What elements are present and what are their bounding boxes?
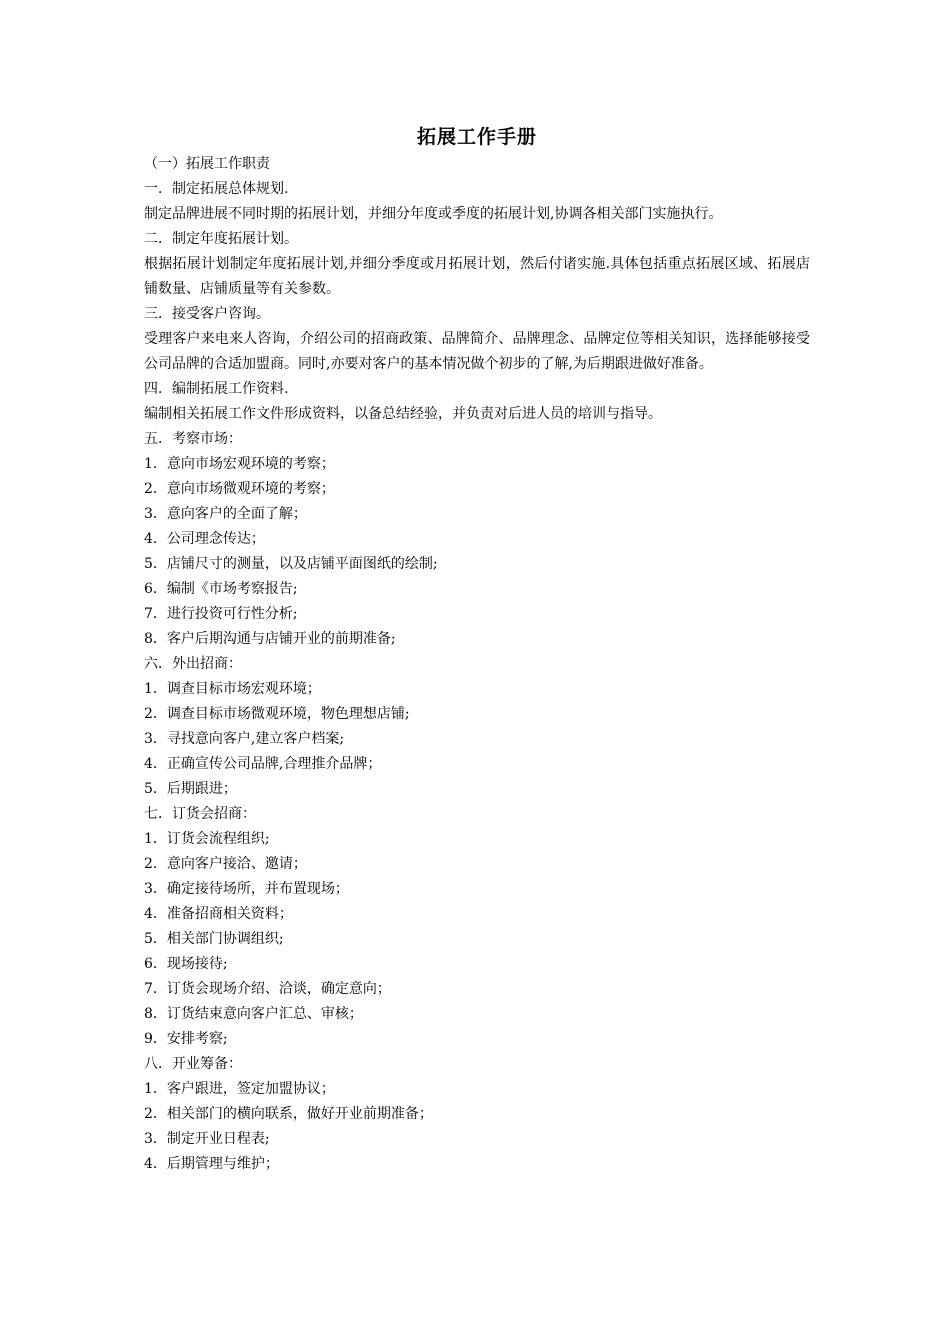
section-paragraph: 受理客户来电来人咨询，介绍公司的招商政策、品牌简介、品牌理念、品牌定位等相关知识，选择能够接受公司品牌的合适加盟商。同时,亦要对客户的基本情况做个初步的了解,为后期跟进做好准备。	[144, 331, 810, 372]
document-title: 拓展工作手册	[416, 126, 537, 148]
list-item: 6．编制《市场考察报告;	[144, 581, 298, 597]
section-heading: 六．外出招商：	[144, 656, 242, 672]
list-item: 3．确定接待场所，并布置现场；	[144, 881, 349, 897]
section-paragraph: 制定品牌进展不同时期的拓展计划，并细分年度或季度的拓展计划,协调各相关部门实施执行。	[144, 206, 723, 222]
list-item: 9．安排考察;	[144, 1031, 228, 1047]
section-7	[144, 802, 810, 1052]
list-item: 2．调查目标市场微观环境，物色理想店铺;	[144, 706, 410, 722]
section-heading: 五．考察市场：	[144, 431, 242, 447]
list-item: 4．正确宣传公司品牌,合理推介品牌；	[144, 756, 382, 772]
list-item: 5．后期跟进；	[144, 781, 237, 797]
list-item: 8．订货结束意向客户汇总、审核；	[144, 1006, 363, 1022]
section-heading: 七．订货会招商：	[144, 806, 256, 822]
section-5	[144, 427, 810, 652]
list-item: 1．客户跟进，签定加盟协议；	[144, 1081, 335, 1097]
list-item: 4．准备招商相关资料；	[144, 906, 293, 922]
section-6	[144, 652, 810, 802]
list-item: 6．现场接待;	[144, 956, 228, 972]
list-item: 7．订货会现场介绍、洽谈，确定意向；	[144, 981, 391, 997]
list-item: 2．意向客户接洽、邀请；	[144, 856, 307, 872]
section-paragraph: 编制相关拓展工作文件形成资料，以备总结经验，并负责对后进人员的培训与指导。	[144, 406, 662, 422]
list-item: 8．客户后期沟通与店铺开业的前期准备;	[144, 631, 396, 647]
list-item: 1．意向市场宏观环境的考察；	[144, 456, 335, 472]
section-heading: 四．编制拓展工作资料.	[144, 381, 289, 397]
list-item: 4．公司理念传达；	[144, 531, 265, 547]
document-page	[144, 122, 810, 1177]
list-item: 4．后期管理与维护；	[144, 1156, 279, 1172]
section-4	[144, 377, 810, 427]
section-heading: 八．开业筹备：	[144, 1056, 242, 1072]
list-item: 5．店铺尺寸的测量，以及店铺平面图纸的绘制;	[144, 556, 438, 572]
section-1	[144, 177, 810, 227]
list-item: 1．订货会流程组织;	[144, 831, 270, 847]
list-item: 7．进行投资可行性分析;	[144, 606, 298, 622]
section-heading: 三．接受客户咨询。	[144, 306, 270, 322]
section-3	[144, 302, 810, 377]
list-item: 3．意向客户的全面了解；	[144, 506, 307, 522]
list-item: 2．意向市场微观环境的考察；	[144, 481, 335, 497]
list-item: 3．寻找意向客户,建立客户档案;	[144, 731, 345, 747]
list-item: 1．调查目标市场宏观环境；	[144, 681, 321, 697]
section-heading: 二．制定年度拓展计划。	[144, 231, 298, 247]
list-item: 3．制定开业日程表;	[144, 1131, 270, 1147]
list-item: 5．相关部门协调组织;	[144, 931, 284, 947]
list-item: 2．相关部门的横向联系，做好开业前期准备；	[144, 1106, 433, 1122]
section-heading: 一．制定拓展总体规划.	[144, 181, 289, 197]
section-paragraph: 根据拓展计划制定年度拓展计划,并细分季度或月拓展计划，然后付诸实施.具体包括重点拓展区域、拓展店铺数量、店铺质量等有关参数。	[144, 256, 810, 297]
section-2	[144, 227, 810, 302]
document-subtitle: （一）拓展工作职责	[144, 156, 270, 172]
section-8	[144, 1052, 810, 1177]
